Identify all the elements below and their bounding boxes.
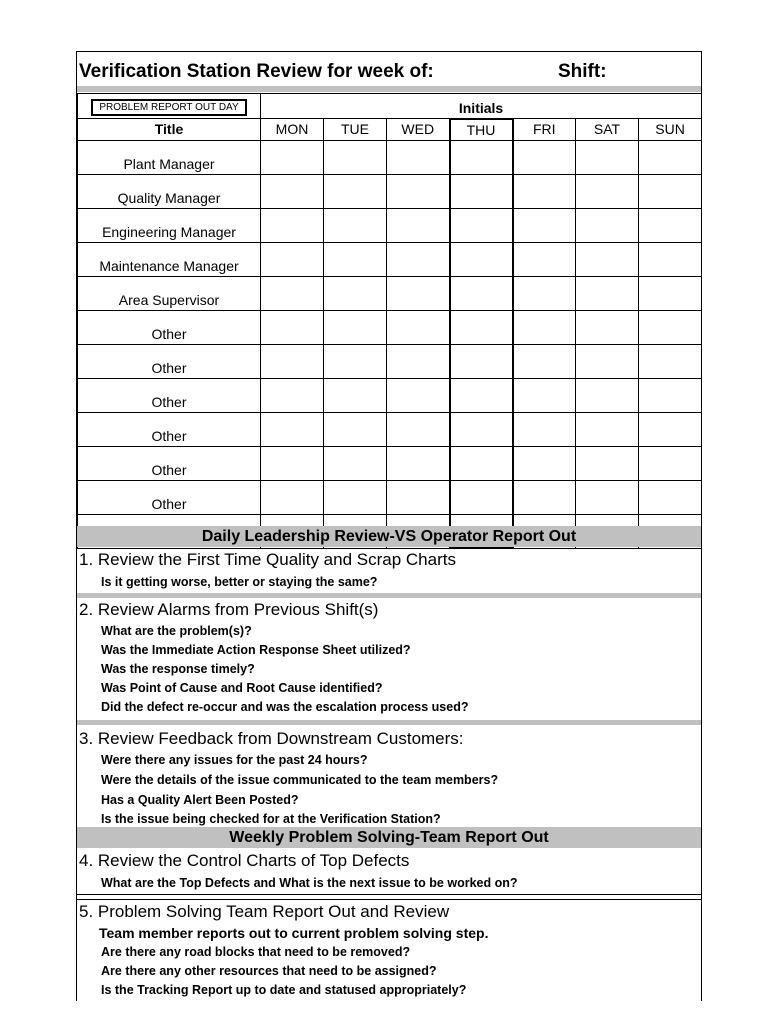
- initials-cell-sun[interactable]: [639, 276, 702, 310]
- initials-cell-wed[interactable]: [387, 242, 450, 276]
- initials-cell-thu[interactable]: [450, 480, 513, 514]
- initials-cell-sun[interactable]: [639, 480, 702, 514]
- day-header-mon: MON: [261, 119, 324, 141]
- initials-cell-fri[interactable]: [513, 310, 576, 344]
- initials-cell-sat[interactable]: [576, 310, 639, 344]
- initials-cell-mon[interactable]: [261, 242, 324, 276]
- role-row: [78, 310, 702, 344]
- item-question: What are the Top Defects and What is the next issue to be worked on?: [101, 876, 518, 890]
- item-question: Are there any other resources that need to be assigned?: [101, 964, 437, 978]
- day-header-thu: THU: [450, 119, 513, 141]
- divider-line: [77, 899, 701, 900]
- role-title: Other: [78, 412, 261, 446]
- initials-cell-fri[interactable]: [513, 276, 576, 310]
- initials-cell-thu[interactable]: [450, 310, 513, 344]
- initials-cell-wed[interactable]: [387, 446, 450, 480]
- item-lead: Team member reports out to current problem solving step.: [99, 925, 489, 941]
- initials-cell-thu[interactable]: [450, 208, 513, 242]
- initials-cell-sun[interactable]: [639, 208, 702, 242]
- initials-cell-sat[interactable]: [576, 446, 639, 480]
- initials-cell-sat[interactable]: [576, 378, 639, 412]
- item-question: Is the Tracking Report up to date and statused appropriately?: [101, 983, 467, 997]
- initials-cell-fri[interactable]: [513, 446, 576, 480]
- initials-cell-fri[interactable]: [513, 242, 576, 276]
- role-row: [78, 174, 702, 208]
- initials-grid: [77, 93, 702, 549]
- initials-cell-wed[interactable]: [387, 378, 450, 412]
- initials-cell-thu[interactable]: [450, 344, 513, 378]
- item-title: 5. Problem Solving Team Report Out and Review: [79, 902, 450, 921]
- initials-cell-sun[interactable]: [639, 344, 702, 378]
- role-row: [78, 480, 702, 514]
- day-header-tue: TUE: [324, 119, 387, 141]
- initials-cell-mon[interactable]: [261, 344, 324, 378]
- initials-cell-fri[interactable]: [513, 412, 576, 446]
- initials-cell-fri[interactable]: [513, 378, 576, 412]
- title-divider: [77, 86, 701, 92]
- initials-cell-sat[interactable]: [576, 480, 639, 514]
- daily-review-heading: Daily Leadership Review-VS Operator Report Out: [77, 526, 701, 547]
- initials-cell-thu[interactable]: [450, 412, 513, 446]
- day-header-sat: SAT: [576, 119, 639, 141]
- title-column-header: Title: [78, 119, 261, 141]
- role-title: Other: [78, 480, 261, 514]
- initials-cell-fri[interactable]: [513, 174, 576, 208]
- item-question: Was Point of Cause and Root Cause identified?: [101, 681, 383, 695]
- initials-cell-tue[interactable]: [324, 310, 387, 344]
- initials-cell-tue[interactable]: [324, 412, 387, 446]
- initials-cell-sat[interactable]: [576, 208, 639, 242]
- initials-cell-thu[interactable]: [450, 276, 513, 310]
- initials-cell-mon[interactable]: [261, 310, 324, 344]
- item-title: 2. Review Alarms from Previous Shift(s): [79, 600, 379, 619]
- item-title: 3. Review Feedback from Downstream Customers:: [79, 729, 464, 748]
- role-title: Plant Manager: [78, 140, 261, 174]
- role-row: [78, 412, 702, 446]
- item-title: 1. Review the First Time Quality and Scrap Charts: [79, 550, 456, 569]
- report-day-label: PROBLEM REPORT OUT DAY: [91, 99, 246, 116]
- role-row: [78, 378, 702, 412]
- section-divider: [77, 720, 701, 725]
- shift-label: Shift:: [558, 61, 607, 82]
- initials-cell-sat[interactable]: [576, 276, 639, 310]
- daily-item-2: [77, 598, 701, 717]
- initials-cell-mon[interactable]: [261, 208, 324, 242]
- initials-cell-sat[interactable]: [576, 242, 639, 276]
- initials-cell-thu[interactable]: [450, 174, 513, 208]
- initials-cell-tue[interactable]: [324, 242, 387, 276]
- role-row: [78, 242, 702, 276]
- role-title: Quality Manager: [78, 174, 261, 208]
- initials-cell-sun[interactable]: [639, 242, 702, 276]
- initials-cell-tue[interactable]: [324, 208, 387, 242]
- report-day-cell: [78, 94, 261, 119]
- role-row: [78, 446, 702, 480]
- initials-cell-wed[interactable]: [387, 480, 450, 514]
- initials-cell-tue[interactable]: [324, 344, 387, 378]
- day-header-wed: WED: [387, 119, 450, 141]
- initials-cell-mon[interactable]: [261, 480, 324, 514]
- role-row: [78, 276, 702, 310]
- initials-cell-mon[interactable]: [261, 140, 324, 174]
- initials-cell-wed[interactable]: [387, 344, 450, 378]
- role-title: Other: [78, 344, 261, 378]
- initials-cell-tue[interactable]: [324, 140, 387, 174]
- initials-cell-fri[interactable]: [513, 140, 576, 174]
- initials-cell-fri[interactable]: [513, 344, 576, 378]
- role-title: Other: [78, 310, 261, 344]
- item-question: Are there any road blocks that need to be removed?: [101, 945, 411, 959]
- verification-review-sheet: [76, 51, 702, 1001]
- role-row: [78, 208, 702, 242]
- initials-cell-wed[interactable]: [387, 276, 450, 310]
- initials-cell-tue[interactable]: [324, 174, 387, 208]
- initials-cell-mon[interactable]: [261, 378, 324, 412]
- weekly-item-5: [77, 901, 701, 1000]
- initials-cell-tue[interactable]: [324, 480, 387, 514]
- initials-cell-sun[interactable]: [639, 446, 702, 480]
- initials-cell-sat[interactable]: [576, 140, 639, 174]
- initials-header: Initials: [261, 94, 702, 119]
- title-row: [77, 52, 701, 86]
- initials-cell-sun[interactable]: [639, 412, 702, 446]
- initials-cell-mon[interactable]: [261, 174, 324, 208]
- item-question: Is it getting worse, better or staying the same?: [101, 575, 378, 589]
- item-question: Was the response timely?: [101, 662, 255, 676]
- initials-cell-thu[interactable]: [450, 242, 513, 276]
- initials-cell-mon[interactable]: [261, 412, 324, 446]
- role-title: Area Supervisor: [78, 276, 261, 310]
- initials-cell-mon[interactable]: [261, 276, 324, 310]
- initials-cell-wed[interactable]: [387, 412, 450, 446]
- role-title: Other: [78, 446, 261, 480]
- daily-item-3: [77, 727, 701, 828]
- item-question: Has a Quality Alert Been Posted?: [101, 793, 299, 807]
- weekly-item-4: [77, 849, 701, 893]
- role-title: Engineering Manager: [78, 208, 261, 242]
- item-question: Did the defect re-occur and was the escalation process used?: [101, 700, 469, 714]
- initials-cell-tue[interactable]: [324, 446, 387, 480]
- page-title: Verification Station Review for week of:: [79, 61, 434, 82]
- initials-cell-tue[interactable]: [324, 276, 387, 310]
- item-question: Was the Immediate Action Response Sheet utilized?: [101, 643, 411, 657]
- day-header-sun: SUN: [639, 119, 702, 141]
- role-row: [78, 344, 702, 378]
- initials-cell-thu[interactable]: [450, 378, 513, 412]
- day-header-fri: FRI: [513, 119, 576, 141]
- initials-cell-sun[interactable]: [639, 174, 702, 208]
- initials-cell-sun[interactable]: [639, 140, 702, 174]
- weekly-review-heading: Weekly Problem Solving-Team Report Out: [77, 827, 701, 848]
- item-question: Were there any issues for the past 24 hours?: [101, 753, 368, 767]
- role-row: [78, 140, 702, 174]
- initials-cell-wed[interactable]: [387, 174, 450, 208]
- item-question: Were the details of the issue communicated to the team members?: [101, 773, 499, 787]
- initials-cell-tue[interactable]: [324, 378, 387, 412]
- initials-cell-thu[interactable]: [450, 140, 513, 174]
- item-title: 4. Review the Control Charts of Top Defects: [79, 851, 410, 870]
- initials-cell-fri[interactable]: [513, 480, 576, 514]
- role-title: Other: [78, 378, 261, 412]
- item-question: Is the issue being checked for at the Verification Station?: [101, 812, 441, 826]
- initials-cell-wed[interactable]: [387, 140, 450, 174]
- initials-cell-sat[interactable]: [576, 344, 639, 378]
- initials-cell-wed[interactable]: [387, 208, 450, 242]
- initials-cell-fri[interactable]: [513, 208, 576, 242]
- item-question: What are the problem(s)?: [101, 624, 252, 638]
- initials-cell-mon[interactable]: [261, 446, 324, 480]
- initials-cell-thu[interactable]: [450, 446, 513, 480]
- divider-line: [77, 894, 701, 895]
- initials-cell-sun[interactable]: [639, 378, 702, 412]
- daily-item-1: [77, 548, 701, 592]
- initials-cell-sat[interactable]: [576, 174, 639, 208]
- initials-cell-wed[interactable]: [387, 310, 450, 344]
- role-title: Maintenance Manager: [78, 242, 261, 276]
- initials-cell-sat[interactable]: [576, 412, 639, 446]
- initials-cell-sun[interactable]: [639, 310, 702, 344]
